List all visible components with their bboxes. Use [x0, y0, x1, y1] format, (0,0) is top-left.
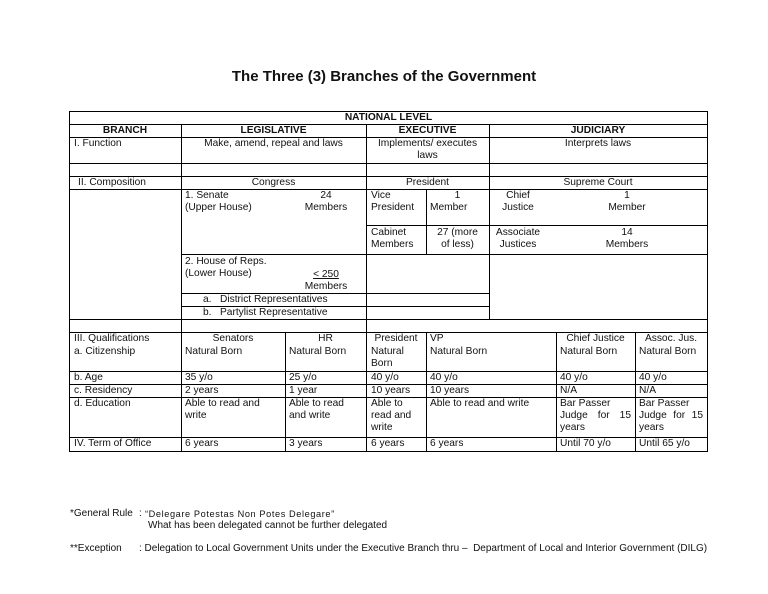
chief-justice-header: Chief Justice	[566, 333, 625, 344]
age-vp: 40 y/o	[430, 372, 458, 383]
education-hr-line2: and write	[289, 410, 331, 421]
vice-president-line1: Vice	[371, 190, 391, 201]
term-president: 6 years	[371, 438, 405, 449]
associate-count-line1: 14	[621, 227, 633, 238]
exception-text: : Delegation to Local Government Units under the Executive Branch thru – Department of Local and Interior Government (DILG)	[139, 543, 708, 554]
general-rule-label: *General Rule	[70, 508, 133, 519]
age-senators: 35 y/o	[185, 372, 213, 383]
term-assoc-jus: Until 65 y/o	[639, 438, 690, 449]
legislative-function: Make, amend, repeal and laws	[204, 138, 343, 149]
national-level-heading: NATIONAL LEVEL	[344, 112, 433, 123]
table-rule	[707, 111, 708, 452]
cabinet-line2: Members	[371, 239, 414, 250]
associate-line2: Justices	[499, 239, 537, 250]
vp-count-line1: 1	[454, 190, 461, 201]
term-vp: 6 years	[430, 438, 464, 449]
table-rule	[181, 124, 182, 452]
age-president: 40 y/o	[371, 372, 399, 383]
table-rule	[426, 332, 427, 452]
president-label: President	[405, 177, 450, 188]
executive-function-line2: laws	[417, 150, 438, 161]
residency-hr: 1 year	[289, 385, 318, 396]
education-hr-line1: Able to read	[289, 398, 344, 409]
supreme-court-label: Supreme Court	[563, 177, 633, 188]
house-line1: 2. House of Reps.	[185, 256, 267, 267]
education-chief-justice-line2: Judge for 15	[560, 410, 631, 421]
judiciary-function: Interprets laws	[564, 138, 632, 149]
house-count-line1: < 250	[313, 269, 339, 280]
citizenship-hr: Natural Born	[289, 346, 347, 357]
education-senators-line2: write	[185, 410, 207, 421]
citizenship-chief-justice: Natural Born	[560, 346, 618, 357]
chief-justice-line2: Justice	[502, 202, 534, 213]
education-chief-justice-line1: Bar Passer	[560, 398, 611, 409]
judiciary-header: JUDICIARY	[570, 125, 626, 136]
education-assoc-jus-line1: Bar Passer	[639, 398, 690, 409]
residency-vp: 10 years	[430, 385, 470, 396]
table-rule	[69, 111, 70, 452]
education-president-line2: read and	[371, 410, 412, 421]
house-count-line2: Members	[304, 281, 348, 292]
age-assoc-jus: 40 y/o	[639, 372, 667, 383]
cabinet-count-line2: of less)	[441, 239, 474, 250]
age-label: b. Age	[74, 372, 103, 383]
age-chief-justice: 40 y/o	[560, 372, 588, 383]
education-assoc-jus-line3: years	[639, 422, 664, 433]
table-rule	[366, 124, 367, 452]
associate-line1: Associate	[495, 227, 541, 238]
education-president-line3: write	[371, 422, 393, 433]
general-rule-meaning: What has been delegated cannot be further delegated	[148, 520, 388, 531]
chief-count-line1: 1	[624, 190, 630, 201]
citizenship-senators: Natural Born	[185, 346, 243, 357]
page-title: The Three (3) Branches of the Government	[231, 68, 537, 85]
partylist-representative: b. Partylist Representative	[203, 307, 328, 318]
senators-header: Senators	[212, 333, 254, 344]
residency-label: c. Residency	[74, 385, 133, 396]
senate-line1: 1. Senate	[185, 190, 229, 201]
cabinet-line1: Cabinet	[371, 227, 407, 238]
age-hr: 25 y/o	[289, 372, 317, 383]
hr-header: HR	[318, 333, 333, 344]
term-hr: 3 years	[289, 438, 323, 449]
table-rule	[69, 451, 708, 452]
vice-president-line2: President	[371, 202, 415, 213]
education-label: d. Education	[74, 398, 131, 409]
citizenship-president-line2: Born	[371, 358, 393, 369]
term-senators: 6 years	[185, 438, 219, 449]
general-rule-latin: “Delegare Potestas Non Potes Delegare”	[145, 509, 335, 519]
citizenship-vp: Natural Born	[430, 346, 488, 357]
general-rule-separator: :	[139, 508, 142, 519]
qualifications-label: III. Qualifications	[74, 333, 150, 344]
chief-count-line2: Member	[608, 202, 646, 213]
term-label: IV. Term of Office	[74, 438, 152, 449]
education-vp: Able to read and write	[430, 398, 530, 409]
table-rule	[181, 254, 708, 255]
associate-count-line2: Members	[605, 239, 649, 250]
branch-header: BRANCH	[102, 125, 148, 136]
executive-header: EXECUTIVE	[398, 125, 457, 136]
table-rule	[69, 319, 708, 320]
president-header: President	[374, 333, 418, 344]
residency-president: 10 years	[371, 385, 411, 396]
education-senators-line1: Able to read and	[185, 398, 260, 409]
table-rule	[635, 332, 636, 452]
citizenship-assoc-jus: Natural Born	[639, 346, 697, 357]
table-rule	[556, 332, 557, 452]
vp-count-line2: Member	[430, 202, 468, 213]
citizenship-label: a. Citizenship	[74, 346, 136, 357]
table-rule	[366, 225, 708, 226]
term-chief-justice: Until 70 y/o	[560, 438, 611, 449]
senate-count-line2: Members	[304, 202, 348, 213]
house-line2: (Lower House)	[185, 268, 252, 279]
education-chief-justice-line3: years	[560, 422, 585, 433]
table-rule	[69, 163, 708, 164]
district-representatives: a. District Representatives	[203, 294, 328, 305]
table-rule	[285, 332, 286, 452]
citizenship-president-line1: Natural	[371, 346, 404, 357]
education-president-line1: Able to	[371, 398, 403, 409]
legislative-header: LEGISLATIVE	[240, 125, 307, 136]
composition-label: II. Composition	[78, 177, 146, 188]
function-label: I. Function	[74, 138, 122, 149]
cabinet-count-line1: 27 (more	[437, 227, 478, 238]
residency-senators: 2 years	[185, 385, 219, 396]
assoc-jus-header: Assoc. Jus.	[644, 333, 698, 344]
exception-label: **Exception	[70, 543, 122, 554]
vp-header: VP	[430, 333, 444, 344]
executive-function-line1: Implements/ executes	[377, 138, 478, 149]
residency-assoc-jus: N/A	[639, 385, 656, 396]
chief-justice-line1: Chief	[506, 190, 530, 201]
residency-chief-justice: N/A	[560, 385, 577, 396]
senate-count-line1: 24	[320, 190, 332, 201]
table-rule	[489, 124, 490, 319]
education-assoc-jus-line2: Judge for 15	[639, 410, 703, 421]
congress-label: Congress	[251, 177, 296, 188]
senate-line2: (Upper House)	[185, 202, 252, 213]
